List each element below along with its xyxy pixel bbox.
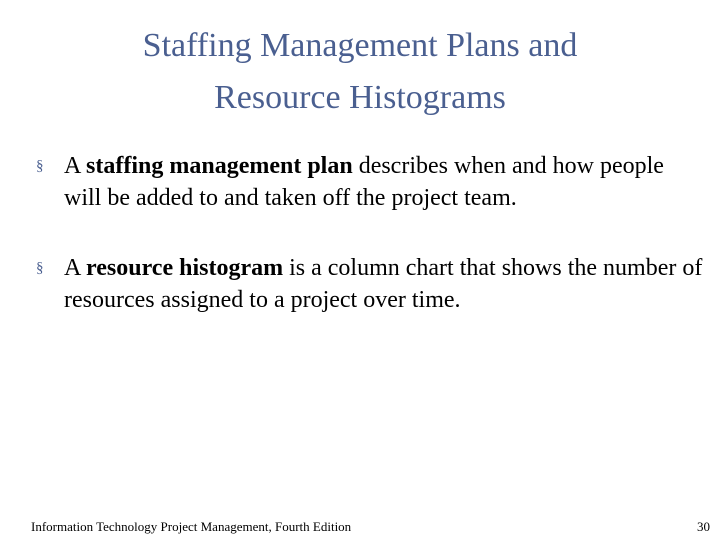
bullet-text: [64, 153, 664, 211]
bullet-text-prefix: A: [64, 255, 87, 281]
bullet-item-staffing-plan: [36, 150, 706, 214]
slide-title: [0, 20, 720, 124]
bullet-text-prefix: A: [64, 153, 87, 179]
bullet-item-resource-histogram: [36, 252, 706, 316]
bullet-term: resource histogram: [86, 255, 284, 281]
bullet-text-definition: describes when and how people will be added to and taken off the project team.: [64, 153, 664, 211]
bullet-text-definition: is a column chart that shows the number of resources assigned to a project over time.: [64, 255, 703, 313]
bullet-marker-icon: §: [36, 260, 44, 276]
bullet-marker-icon: §: [36, 158, 44, 174]
footer-text: Information Technology Project Management, Fourth Edition: [31, 519, 352, 534]
slide-title-line-1: Staffing Management Plans and: [142, 27, 578, 64]
bullet-text: [64, 255, 702, 313]
bullet-list: [36, 150, 706, 354]
page-number: 30: [697, 519, 710, 534]
bullet-term: staffing management plan: [86, 153, 353, 179]
slide-title-line-2: Resource Histograms: [214, 79, 506, 116]
